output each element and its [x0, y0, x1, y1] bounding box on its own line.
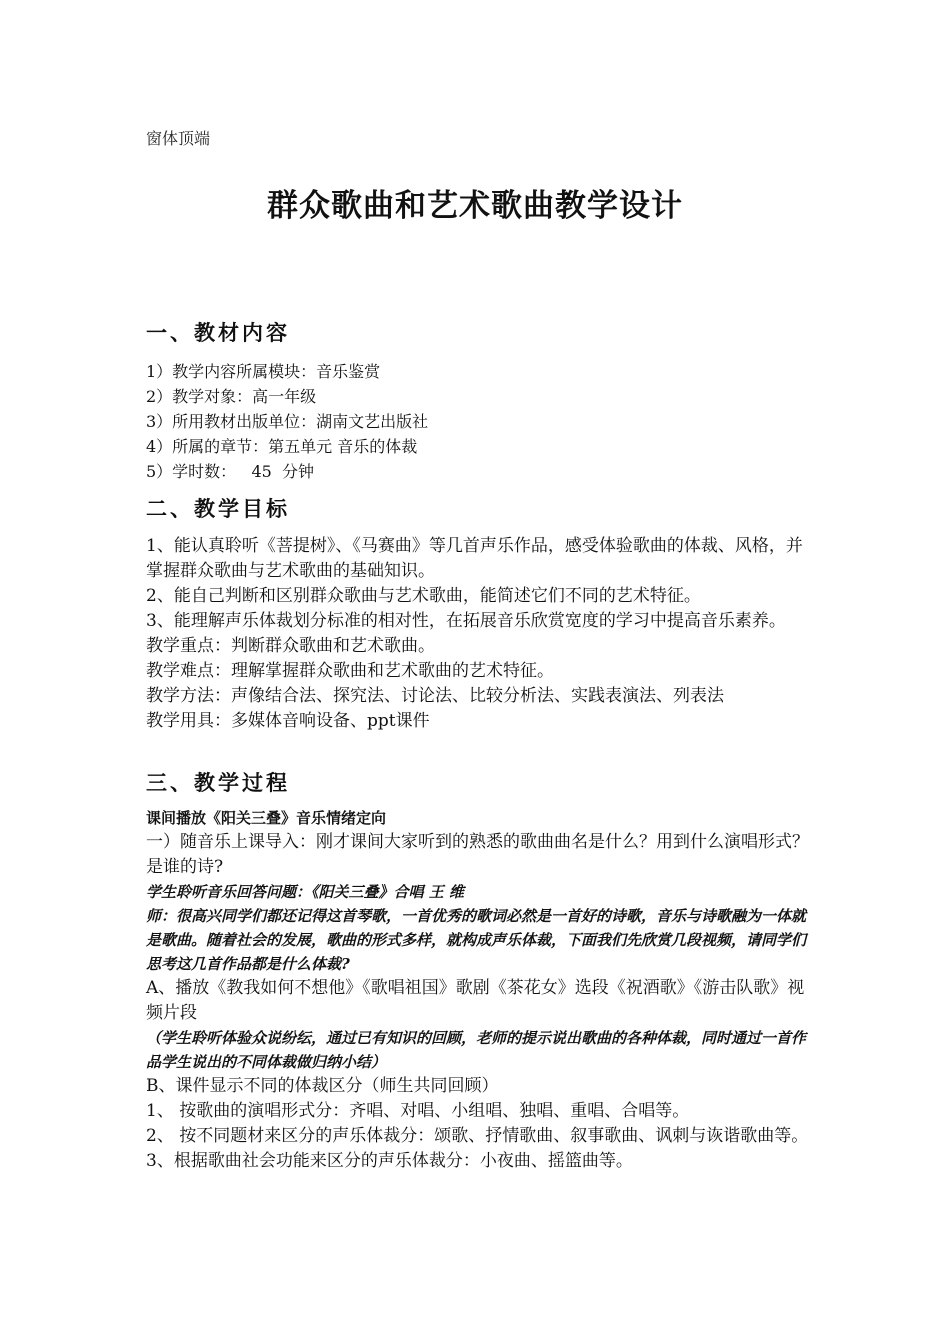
process-point: 3、根据歌曲社会功能来区分的声乐体裁分：小夜曲、摇篮曲等。 [146, 1151, 633, 1171]
teaching-key-point: 教学重点：判断群众歌曲和艺术歌曲。 [146, 636, 435, 656]
process-point: 2、 按不同题材来区分的声乐体裁分：颂歌、抒情歌曲、叙事歌曲、讽刺与诙谐歌曲等。 [146, 1126, 809, 1146]
section-goals [146, 494, 816, 524]
process-intro: 课间播放《阳关三叠》音乐情绪定向 [146, 809, 387, 827]
teaching-methods: 教学方法：声像结合法、探究法、讨论法、比较分析法、实践表演法、列表法 [146, 686, 724, 706]
student-note: （学生聆听体验众说纷纭，通过已有知识的回顾，老师的提示说出歌曲的各种体裁，同时通过一首作品学生说出的不同体裁做归纳小结） [146, 1029, 807, 1071]
process-part-b: B、课件显示不同的体裁区分（师生共同回顾） [146, 1076, 499, 1096]
teaching-difficulty: 教学难点：理解掌握群众歌曲和艺术歌曲的艺术特征。 [146, 661, 554, 681]
section-heading-materials: 一、教材内容 [146, 320, 290, 345]
process-part-a: A、播放《教我如何不想他》《歌唱祖国》歌剧《茶花女》选段《祝酒歌》《游击队歌》视频片段 [146, 978, 805, 1023]
list-item: 4）所属的章节：第五单元 音乐的体裁 [146, 437, 418, 456]
teaching-tools: 教学用具：多媒体音响设备、ppt课件 [146, 711, 430, 731]
process-step: 一）随音乐上课导入：刚才课间大家听到的熟悉的歌曲曲名是什么？用到什么演唱形式？是谁的诗? [146, 832, 809, 877]
section-heading-goals: 二、教学目标 [146, 496, 290, 521]
list-item: 1）教学内容所属模块：音乐鉴赏 [146, 362, 381, 381]
list-item: 3）所用教材出版单位：湖南文艺出版社 [146, 412, 429, 431]
goal-item: 3、能理解声乐体裁划分标准的相对性，在拓展音乐欣赏宽度的学习中提高音乐素养。 [146, 611, 786, 631]
section-materials [146, 318, 816, 348]
goal-item: 2、能自己判断和区别群众歌曲与艺术歌曲，能简述它们不同的艺术特征。 [146, 586, 701, 606]
teacher-remark: 师：很高兴同学们都还记得这首琴歌，一首优秀的歌词必然是一首好的诗歌，音乐与诗歌融为一体就是歌曲。随着社会的发展，歌曲的形式多样，就构成声乐体裁，下面我们先欣赏几段视频，请同学们思考这几首作品都是什么体裁? [146, 907, 807, 973]
process-content [146, 806, 816, 1174]
materials-list [146, 359, 816, 484]
list-item: 5）学时数： 45 分钟 [146, 462, 314, 481]
form-top-note: 窗体顶端 [146, 129, 211, 148]
section-heading-process: 三、教学过程 [146, 770, 290, 795]
section-process [146, 768, 816, 798]
document-title: 群众歌曲和艺术歌曲教学设计 [267, 188, 683, 224]
process-point: 1、 按歌曲的演唱形式分：齐唱、对唱、小组唱、独唱、重唱、合唱等。 [146, 1101, 690, 1121]
goals-content [146, 534, 816, 734]
student-answer: 学生聆听音乐回答问题：《阳关三叠》合唱 王 维 [146, 883, 464, 901]
goal-item: 1、能认真聆听《菩提树》、《马赛曲》等几首声乐作品，感受体验歌曲的体裁、风格，并掌握群众歌曲与艺术歌曲的基础知识。 [146, 536, 803, 581]
list-item: 2）教学对象：高一年级 [146, 387, 317, 406]
